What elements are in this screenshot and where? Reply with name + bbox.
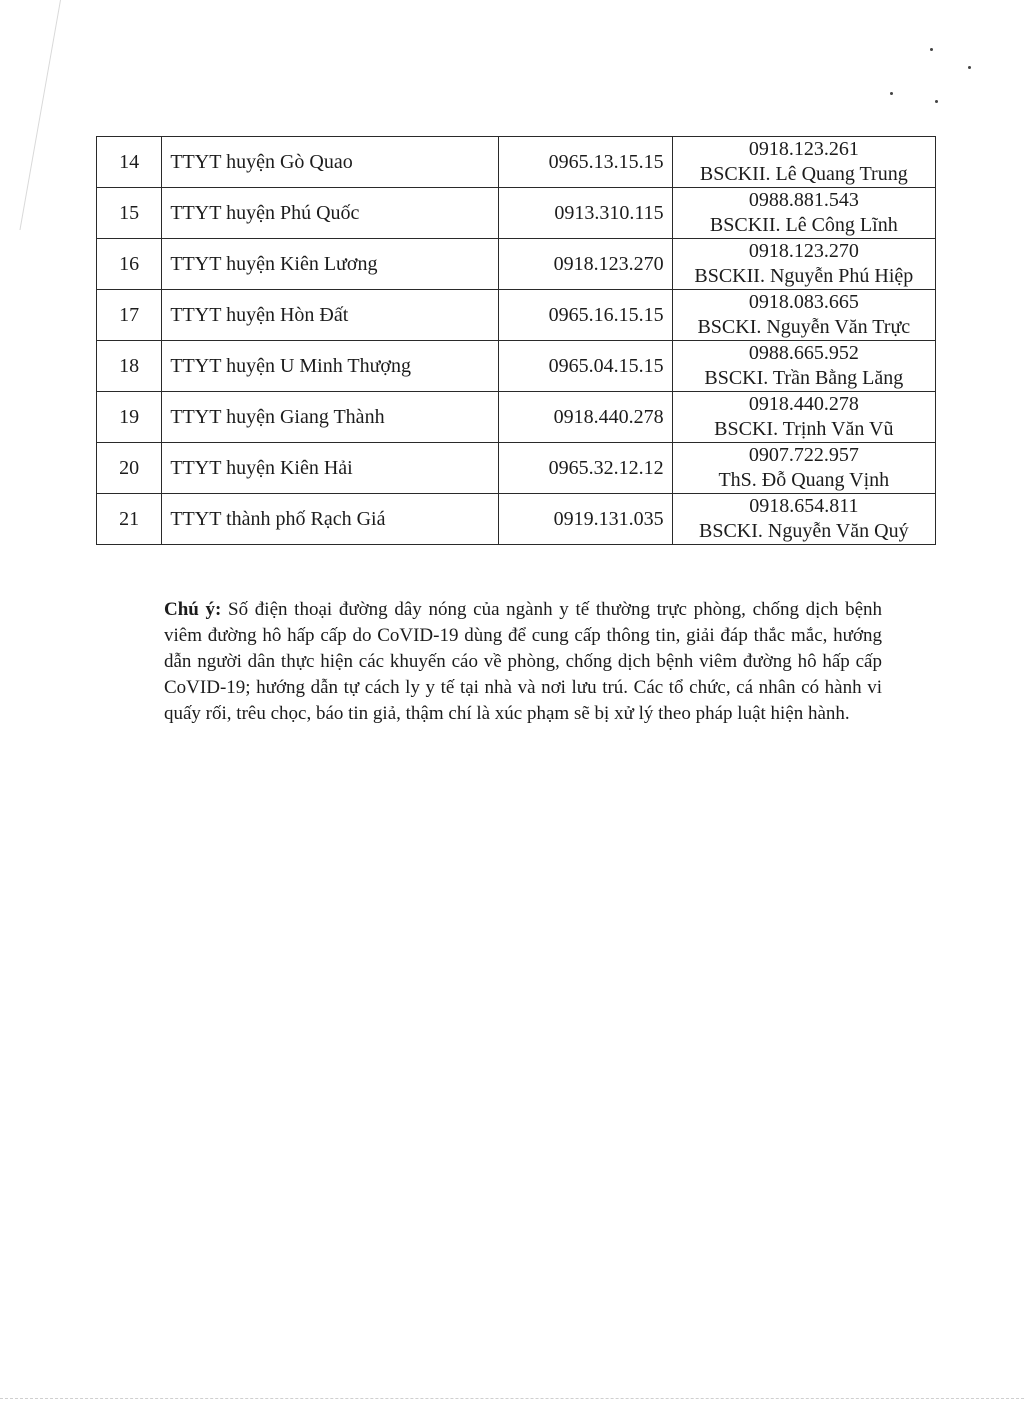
- leader-cell: [672, 188, 935, 239]
- table-row: [97, 341, 936, 392]
- scan-speck: [890, 92, 893, 95]
- leader-cell: [672, 239, 935, 290]
- hotline-number: 0913.310.115: [499, 188, 672, 239]
- leader-cell: [672, 137, 935, 188]
- row-number: 17: [97, 290, 162, 341]
- row-number: 21: [97, 494, 162, 545]
- scan-edge: [0, 0, 61, 230]
- table-row: [97, 137, 936, 188]
- note-text: Số điện thoại đường dây nóng của ngành y tế thường trực phòng, chống dịch bệnh viêm đường hô hấp cấp do CoVID-19 dùng để cung cấp thông tin, giải đáp thắc mắc, hướng dẫn người dân thực hiện các khuyến cáo về phòng, chống dịch bệnh viêm đường hô hấp cấp CoVID-19; hướng dẫn tự cách ly y tế tại nhà và nơi lưu trú. Các tổ chức, cá nhân có hành vi quấy rối, trêu chọc, báo tin giả, thậm chí là xúc phạm sẽ bị xử lý theo pháp luật hiện hành.: [164, 599, 883, 724]
- table-row: [97, 443, 936, 494]
- leader-name: BSCKII. Nguyễn Phú Hiệp: [694, 265, 914, 287]
- leader-phone: 0988.881.543: [748, 189, 859, 211]
- leader-name: BSCKII. Lê Công Lĩnh: [709, 214, 898, 236]
- table-row: [97, 392, 936, 443]
- row-number: 15: [97, 188, 162, 239]
- leader-phone: 0918.440.278: [748, 393, 859, 415]
- row-number: 16: [97, 239, 162, 290]
- unit-name: TTYT huyện Gò Quao: [162, 137, 499, 188]
- leader-cell: [672, 341, 935, 392]
- leader-cell: [672, 443, 935, 494]
- hotline-number: 0965.04.15.15: [499, 341, 672, 392]
- hotline-number: 0965.16.15.15: [499, 290, 672, 341]
- unit-name: TTYT huyện Phú Quốc: [162, 188, 499, 239]
- scan-bottom-edge: [0, 1398, 1024, 1400]
- unit-name: TTYT huyện U Minh Thượng: [162, 341, 499, 392]
- scan-speck: [935, 100, 938, 103]
- hotline-number: 0965.32.12.12: [499, 443, 672, 494]
- leader-phone: 0918.083.665: [748, 291, 859, 313]
- leader-cell: [672, 290, 935, 341]
- leader-name: BSCKI. Nguyễn Văn Trực: [697, 316, 911, 338]
- leader-name: BSCKII. Lê Quang Trung: [699, 163, 908, 185]
- leader-name: BSCKI. Trịnh Văn Vũ: [714, 418, 894, 440]
- row-number: 14: [97, 137, 162, 188]
- table-row: [97, 494, 936, 545]
- table-row: [97, 290, 936, 341]
- unit-name: TTYT huyện Kiên Hải: [162, 443, 499, 494]
- unit-name: TTYT huyện Hòn Đất: [162, 290, 499, 341]
- table-row: [97, 239, 936, 290]
- leader-name: ThS. Đỗ Quang Vịnh: [718, 469, 890, 491]
- leader-cell: [672, 392, 935, 443]
- table-row: [97, 188, 936, 239]
- leader-name: BSCKI. Trần Bằng Lăng: [704, 367, 904, 389]
- hotline-number: 0965.13.15.15: [499, 137, 672, 188]
- unit-name: TTYT huyện Kiên Lương: [162, 239, 499, 290]
- leader-phone: 0918.654.811: [749, 495, 859, 517]
- row-number: 18: [97, 341, 162, 392]
- hotline-number: 0919.131.035: [499, 494, 672, 545]
- unit-name: TTYT thành phố Rạch Giá: [162, 494, 499, 545]
- leader-name: BSCKI. Nguyễn Văn Quý: [699, 520, 909, 542]
- leader-phone: 0907.722.957: [748, 444, 859, 466]
- hotline-table: [96, 136, 936, 545]
- note-label: Chú ý:: [164, 599, 222, 620]
- leader-phone: 0988.665.952: [748, 342, 859, 364]
- leader-cell: [672, 494, 935, 545]
- leader-phone: 0918.123.270: [748, 240, 859, 262]
- hotline-number: 0918.440.278: [499, 392, 672, 443]
- note-paragraph: [164, 597, 882, 727]
- leader-phone: 0918.123.261: [748, 138, 859, 160]
- row-number: 19: [97, 392, 162, 443]
- scan-speck: [930, 48, 933, 51]
- row-number: 20: [97, 443, 162, 494]
- hotline-number: 0918.123.270: [499, 239, 672, 290]
- scan-speck: [968, 66, 971, 69]
- unit-name: TTYT huyện Giang Thành: [162, 392, 499, 443]
